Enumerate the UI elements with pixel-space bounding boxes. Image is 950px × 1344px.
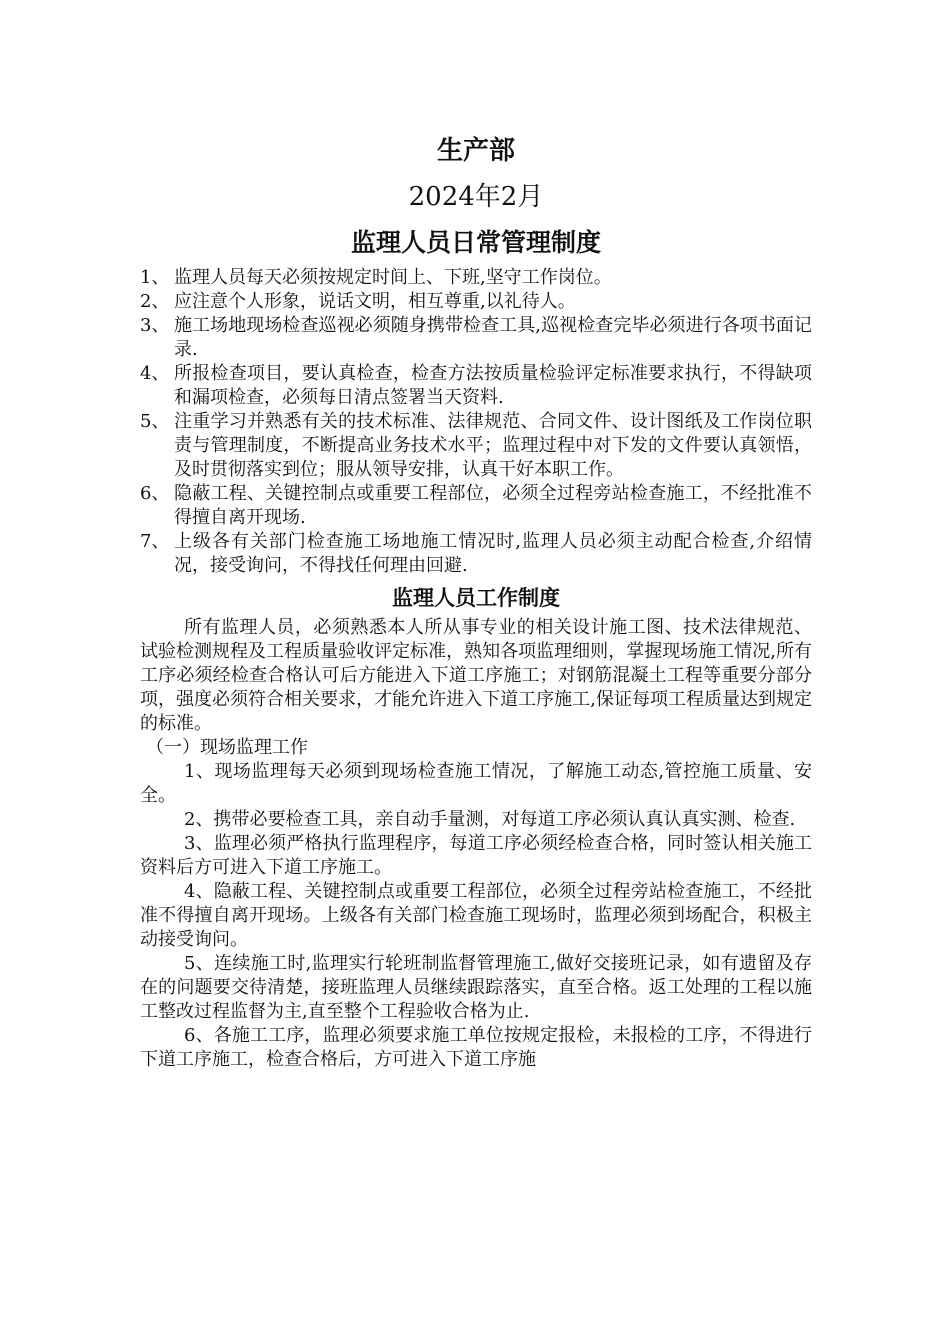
item-text: 应注意个人形象，说话文明，相互尊重,以礼待人。 — [174, 291, 576, 312]
section-label: （一）现场监理工作 — [146, 737, 308, 758]
item-text: 监理人员每天必须按规定时间上、下班,坚守工作岗位。 — [174, 267, 612, 288]
item-text: 所报检查项目，要认真检查，检查方法按质量检验评定标准要求执行，不得缺项和漏项检查，必须每日清点签署当天资料. — [174, 363, 812, 408]
list-item — [140, 290, 812, 314]
list-item — [140, 482, 812, 530]
list-item — [140, 314, 812, 362]
list-item — [140, 266, 812, 290]
document-page — [140, 128, 812, 1072]
item-text: 上级各有关部门检查施工场地施工情况时,监理人员必须主动配合检查,介绍情况，接受询问，不得找任何理由回避. — [174, 531, 812, 576]
list-item — [140, 530, 812, 578]
daily-rules-list — [140, 266, 812, 578]
daily-rules-title: 监理人员日常管理制度 — [350, 228, 601, 257]
work-rules-title: 监理人员工作制度 — [392, 586, 560, 610]
item-text: 隐蔽工程、关键控制点或重要工程部位，必须全过程旁站检查施工，不经批准不得擅自离开现场. — [174, 483, 812, 528]
work-paragraph-2: 2、携带必要检查工具，亲自动手量测，对每道工序必须认真认真实测、检查. — [184, 809, 796, 830]
date-heading: 2024年2月 — [408, 182, 544, 212]
item-number: 7、 — [140, 531, 170, 552]
item-number: 1、 — [140, 267, 170, 288]
item-number: 2、 — [140, 291, 170, 312]
list-item — [140, 362, 812, 410]
item-number: 3、 — [140, 315, 170, 336]
item-text: 施工场地现场检查巡视必须随身携带检查工具,巡视检查完毕必须进行各项书面记录. — [174, 315, 812, 360]
work-paragraph-3: 3、监理必须严格执行监理程序，每道工序必须经检查合格，同时签认相关施工资料后方可进入下道工序施工。 — [140, 833, 812, 878]
item-number: 4、 — [140, 363, 170, 384]
item-text: 注重学习并熟悉有关的技术标准、法律规范、合同文件、设计图纸及工作岗位职责与管理制度，不断提高业务技术水平；监理过程中对下发的文件要认真领悟，及时贯彻落实到位；服从领导安排，认真干好本职工作。 — [174, 411, 812, 480]
work-rules-intro: 所有监理人员，必须熟悉本人所从事专业的相关设计施工图、技术法律规范、试验检测规程及工程质量验收评定标准，熟知各项监理细则，掌握现场施工情况,所有工序必须经检查合格认可后方能进入下道工序施工；对钢筋混凝土工程等重要分部分项，强度必须符合相关要求，才能允许进入下道工序施工,保证每项工程质量达到规定的标准。 — [140, 617, 812, 734]
item-number: 6、 — [140, 483, 170, 504]
work-paragraph-6: 6、各施工工序，监理必须要求施工单位按规定报检，未报检的工序，不得进行下道工序施工，检查合格后，方可进入下道工序施 — [140, 1025, 812, 1070]
list-item — [140, 410, 812, 482]
work-paragraph-4: 4、隐蔽工程、关键控制点或重要工程部位，必须全过程旁站检查施工，不经批准不得擅自离开现场。上级各有关部门检查施工现场时，监理必须到场配合，积极主动接受询问。 — [140, 881, 812, 950]
work-paragraph-5: 5、连续施工时,监理实行轮班制监督管理施工,做好交接班记录，如有遗留及存在的问题要交待清楚，接班监理人员继续跟踪落实，直至合格。返工处理的工程以施工整改过程监督为主,直至整个工程验收合格为止. — [140, 953, 812, 1022]
item-number: 5、 — [140, 411, 170, 432]
department-heading: 生产部 — [436, 136, 515, 166]
work-paragraph-1: 1、现场监理每天必须到现场检查施工情况，了解施工动态,管控施工质量、安全。 — [140, 761, 812, 806]
